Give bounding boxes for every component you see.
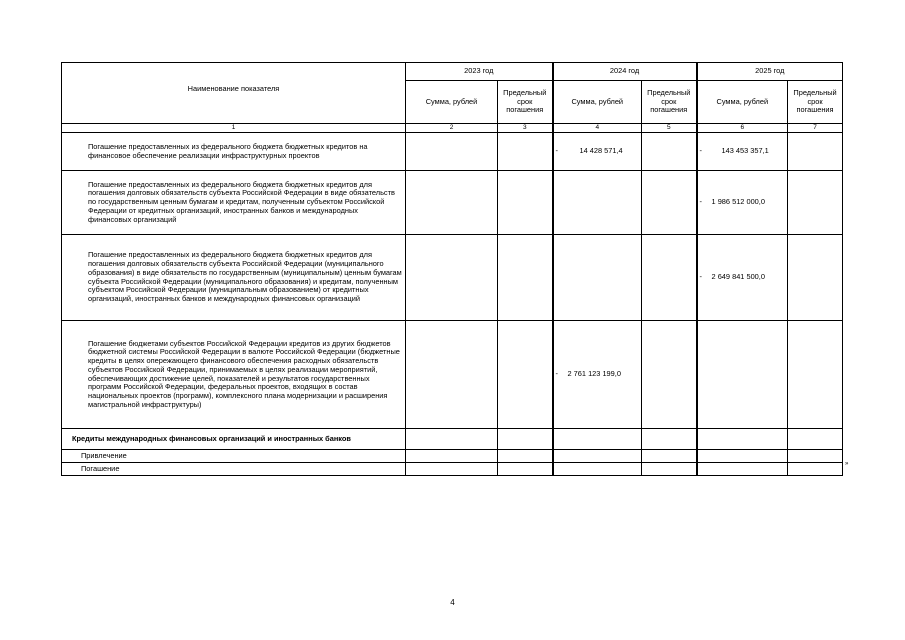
row-name: Погашение предоставленных из федерального бюджета бюджетных кредитов на финансовое обеспечение реализации инфраструктурных проектов: [62, 133, 406, 171]
row-name-attraction: Привлечение: [62, 450, 406, 463]
dash-mark: -: [555, 146, 558, 156]
empty-cell: [642, 463, 697, 476]
empty-cell: [788, 450, 843, 463]
empty-cell: [697, 463, 788, 476]
sum-2023: [406, 133, 498, 171]
column-number: 3: [498, 124, 553, 133]
sum-2025: [697, 235, 788, 321]
term-2025: [788, 235, 843, 321]
row-name: Погашение предоставленных из федерального бюджета бюджетных кредитов для погашения долговых обязательств субъекта Российской Федерации в виде обязательств по государственным ценным бумагам и кредитам, полученным субъектом Российской Федерации от кредитных организаций, иностранных банков и международных финансовых организаций: [62, 171, 406, 235]
term-2025: [788, 171, 843, 235]
header-sum-2024: Сумма, рублей: [553, 81, 642, 124]
sum-2023: [406, 235, 498, 321]
sum-2025: [697, 133, 788, 171]
term-2023: [498, 235, 553, 321]
closing-quote-marker: »: [845, 461, 849, 467]
table-row: [62, 235, 843, 321]
header-year-2023: 2023 год: [406, 63, 553, 81]
empty-cell: [406, 463, 498, 476]
empty-cell: [498, 429, 553, 450]
header-indicator-name: Наименование показателя: [62, 63, 406, 124]
sum-2024: [553, 321, 642, 429]
section-title: Кредиты международных финансовых организаций и иностранных банков: [62, 429, 406, 450]
empty-cell: [788, 463, 843, 476]
amount: 2 649 841 500,0: [711, 272, 765, 282]
empty-cell: [553, 429, 642, 450]
row-name: Погашение бюджетами субъектов Российской Федерации кредитов из других бюджетов бюджетной системы Российской Федерации в валюте Российской Федерации (бюджетные кредиты в целях опережающего финансового обеспечения расходных обязательств субъектов Российской Федерации, принимаемых в целях реализации мероприятий, обеспечивающих достижение целей, показателей и результатов государственных программ Российской Федерации, федеральных проектов, входящих в состав национальных проектов (программ), комплексного плана модернизации и расширения магистральной инфраструктуры): [62, 321, 406, 429]
header-year-2024: 2024 год: [553, 63, 697, 81]
empty-cell: [697, 429, 788, 450]
amount: 143 453 357,1: [721, 146, 769, 156]
section-row: [62, 429, 843, 450]
term-2025: [788, 133, 843, 171]
term-2025: [788, 321, 843, 429]
sum-2024: [553, 133, 642, 171]
amount: 1 986 512 000,0: [711, 197, 765, 207]
dash-mark: -: [699, 146, 702, 156]
amount: 2 761 123 199,0: [567, 369, 621, 379]
empty-cell: [642, 450, 697, 463]
empty-cell: [553, 463, 642, 476]
amount: 14 428 571,4: [579, 146, 623, 156]
term-2024: [642, 133, 697, 171]
empty-cell: [642, 429, 697, 450]
empty-cell: [788, 429, 843, 450]
row-name: Погашение предоставленных из федерального бюджета бюджетных кредитов для погашения долговых обязательств субъекта Российской Федерации (муниципального образования) в виде обязательств по государственным (муниципальным) ценным бумагам субъекта Российской Федерации (муниципального образования) и кредитам, полученным субъектом Российской Федерации (муниципальным образованием) от кредитных организаций, иностранных банков и международных финансовых организаций: [62, 235, 406, 321]
sum-2025: [697, 321, 788, 429]
dash-mark: -: [555, 369, 558, 379]
table-row: [62, 171, 843, 235]
header-term-2025: Предельный срок погашения: [788, 81, 843, 124]
column-number: 1: [62, 124, 406, 133]
empty-cell: [553, 450, 642, 463]
column-number: 5: [642, 124, 697, 133]
empty-cell: [498, 450, 553, 463]
page-number: 4: [450, 598, 455, 607]
empty-cell: [697, 450, 788, 463]
header-sum-2023: Сумма, рублей: [406, 81, 498, 124]
row-name-repayment: Погашение: [62, 463, 406, 476]
table-row: [62, 463, 843, 476]
sum-2025: [697, 171, 788, 235]
header-year-2025: 2025 год: [697, 63, 843, 81]
column-number: 7: [788, 124, 843, 133]
sum-2023: [406, 321, 498, 429]
sum-2024: [553, 235, 642, 321]
term-2024: [642, 321, 697, 429]
dash-mark: -: [699, 197, 702, 207]
table-row: [62, 450, 843, 463]
header-sum-2025: Сумма, рублей: [697, 81, 788, 124]
term-2024: [642, 171, 697, 235]
header-term-2023: Предельный срок погашения: [498, 81, 553, 124]
empty-cell: [406, 429, 498, 450]
sum-2023: [406, 171, 498, 235]
term-2023: [498, 171, 553, 235]
header-term-2024: Предельный срок погашения: [642, 81, 697, 124]
empty-cell: [406, 450, 498, 463]
column-number: 4: [553, 124, 642, 133]
table-row: [62, 133, 843, 171]
term-2024: [642, 235, 697, 321]
empty-cell: [498, 463, 553, 476]
dash-mark: -: [699, 272, 702, 282]
budget-credits-table: [61, 62, 843, 476]
column-number-row: [62, 124, 843, 133]
term-2023: [498, 133, 553, 171]
sum-2024: [553, 171, 642, 235]
term-2023: [498, 321, 553, 429]
table-row: [62, 321, 843, 429]
column-number: 6: [697, 124, 788, 133]
column-number: 2: [406, 124, 498, 133]
